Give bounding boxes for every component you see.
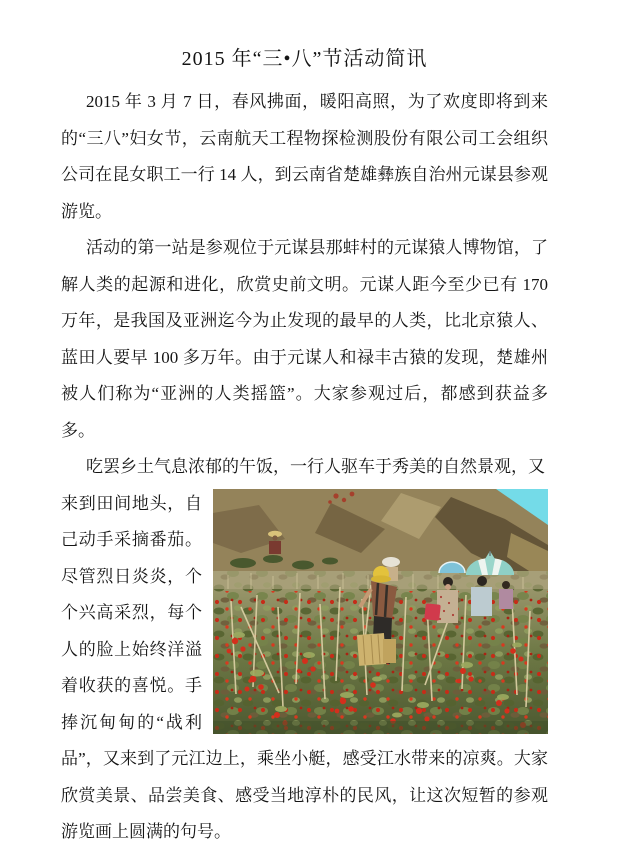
paragraph-2: 活动的第一站是参观位于元谋县那蚌村的元谋猿人博物馆，了解人类的起源和进化，欣赏史前文明。元谋人距今至少已有 170 万年，是我国及亚洲迄今为止发现的最早的人类，比北京猿人、蓝田人要早 100 多万年。由于元谋人和禄丰古猿的发现，楚雄州被人们称为“亚洲的人类摇篮”。大家参观过后，都感到获益多多。 (61, 238, 548, 440)
paper-bags (357, 633, 386, 666)
straw-hat-person (268, 530, 282, 553)
tomato-field-photo (213, 489, 548, 734)
red-bag (424, 603, 441, 620)
document-title: 2015 年“三•八”节活动简讯 (181, 48, 428, 70)
paragraph-3-intro: 吃罢乡土气息浓郁的午饭，一行人驱车于秀美的自然景观，又 (86, 457, 545, 476)
paragraph-3-body (61, 486, 548, 851)
paragraph-1: 2015 年 3 月 7 日，春风拂面，暖阳高照，为了欢度即将到来的“三八”妇女节，云南航天工程物探检测股份有限公司工会组织公司在昆女职工一行 14 人，到云南省楚雄彝族自治州元谋县参观游览。 (61, 92, 548, 221)
paragraph-3-rest: 来到田间地头，自己动手采摘番茄。尽管烈日炎炎，个个兴高采烈，每个人的脸上始终洋溢着收获的喜悦。手捧沉甸甸的“战利品”，又来到了元江边上，乘坐小艇，感受江水带来的凉爽。大家欣赏美景、品尝美食、感受当地淳朴的民风，让这次短暂的参观游览画上圆满的句号。 (61, 493, 548, 841)
